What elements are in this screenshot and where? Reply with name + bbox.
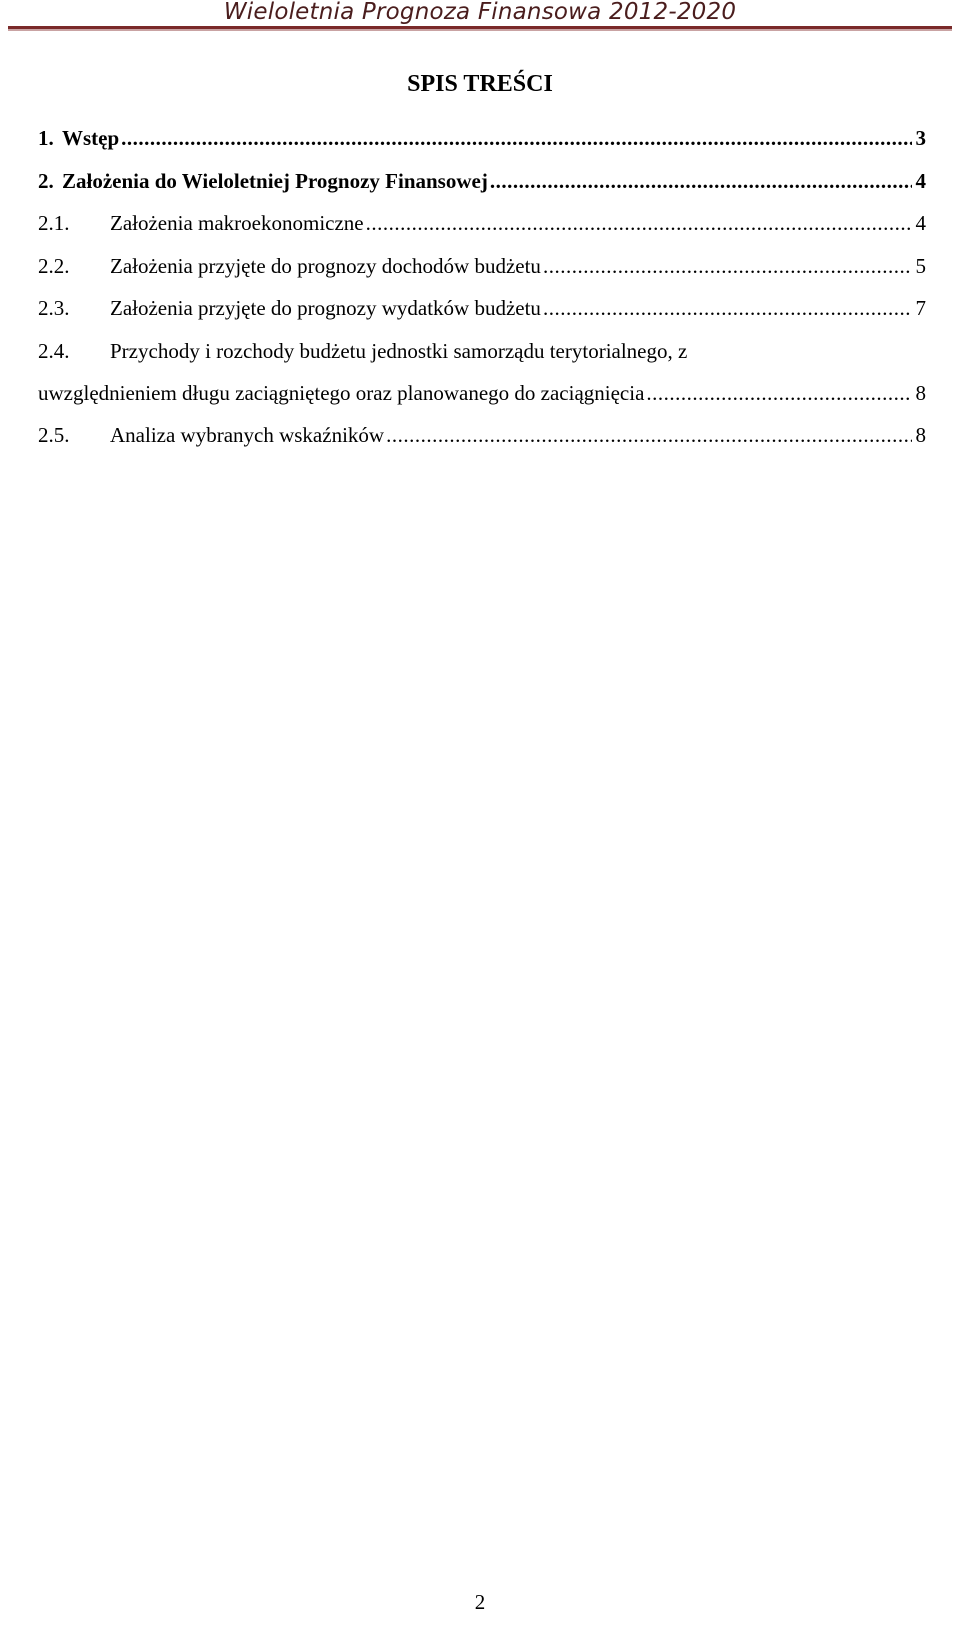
toc-entry-number: 2.4.	[38, 339, 70, 363]
toc-entry-title: Analiza wybranych wskaźników	[110, 423, 385, 447]
toc-entry-number: 1.	[38, 126, 54, 150]
toc-entry-page: 8	[915, 381, 926, 405]
toc-entry-2-4[interactable]	[38, 337, 926, 365]
toc-entry-2-1[interactable]	[38, 209, 926, 237]
toc-leader-dots	[646, 379, 911, 407]
header-title: Wieloletnia Prognoza Finansowa 2012-2020	[223, 0, 737, 25]
toc-entry-title: Przychody i rozchody budżetu jednostki samorządu terytorialnego, z	[110, 339, 688, 363]
toc-entry-page: 7	[915, 296, 926, 320]
toc-entry-title-continued: uwzględnieniem długu zaciągniętego oraz planowanego do zaciągnięcia	[38, 381, 645, 405]
toc-heading: SPIS TREŚCI	[407, 71, 553, 97]
toc-leader-dots	[490, 167, 912, 195]
toc-entry-title: Wstęp	[62, 126, 120, 150]
toc-entry-2-2[interactable]	[38, 252, 926, 280]
toc-entry-number: 2.3.	[38, 296, 70, 320]
toc-leader-dots	[366, 209, 912, 237]
toc-entry-page: 4	[915, 169, 926, 193]
toc-entry-2[interactable]	[38, 167, 926, 195]
toc-entry-2-3[interactable]	[38, 294, 926, 322]
toc-entry-title: Założenia makroekonomiczne	[110, 211, 364, 235]
toc-entry-number: 2.	[38, 169, 54, 193]
toc-entry-1[interactable]	[38, 124, 926, 152]
page-number: 2	[474, 1590, 486, 1614]
toc-leader-dots	[121, 124, 911, 152]
toc-entry-number: 2.5.	[38, 423, 70, 447]
toc-entry-number: 2.2.	[38, 254, 70, 278]
toc-entry-page: 4	[915, 211, 926, 235]
toc-entry-page: 5	[915, 254, 926, 278]
header-rule	[8, 26, 952, 31]
toc-entry-2-4-continued[interactable]	[38, 379, 926, 407]
toc-entry-title: Założenia przyjęte do prognozy wydatków budżetu	[110, 296, 541, 320]
toc-entry-2-5[interactable]	[38, 421, 926, 449]
toc-leader-dots	[543, 294, 912, 322]
toc-entry-title: Założenia do Wieloletniej Prognozy Finansowej	[62, 169, 488, 193]
toc-entry-page: 8	[915, 423, 926, 447]
toc-leader-dots	[543, 252, 912, 280]
toc-entry-title: Założenia przyjęte do prognozy dochodów budżetu	[110, 254, 541, 278]
page-header	[0, 0, 960, 36]
toc-leader-dots	[386, 421, 911, 449]
toc-entry-number: 2.1.	[38, 211, 70, 235]
toc-entry-page: 3	[915, 126, 926, 150]
